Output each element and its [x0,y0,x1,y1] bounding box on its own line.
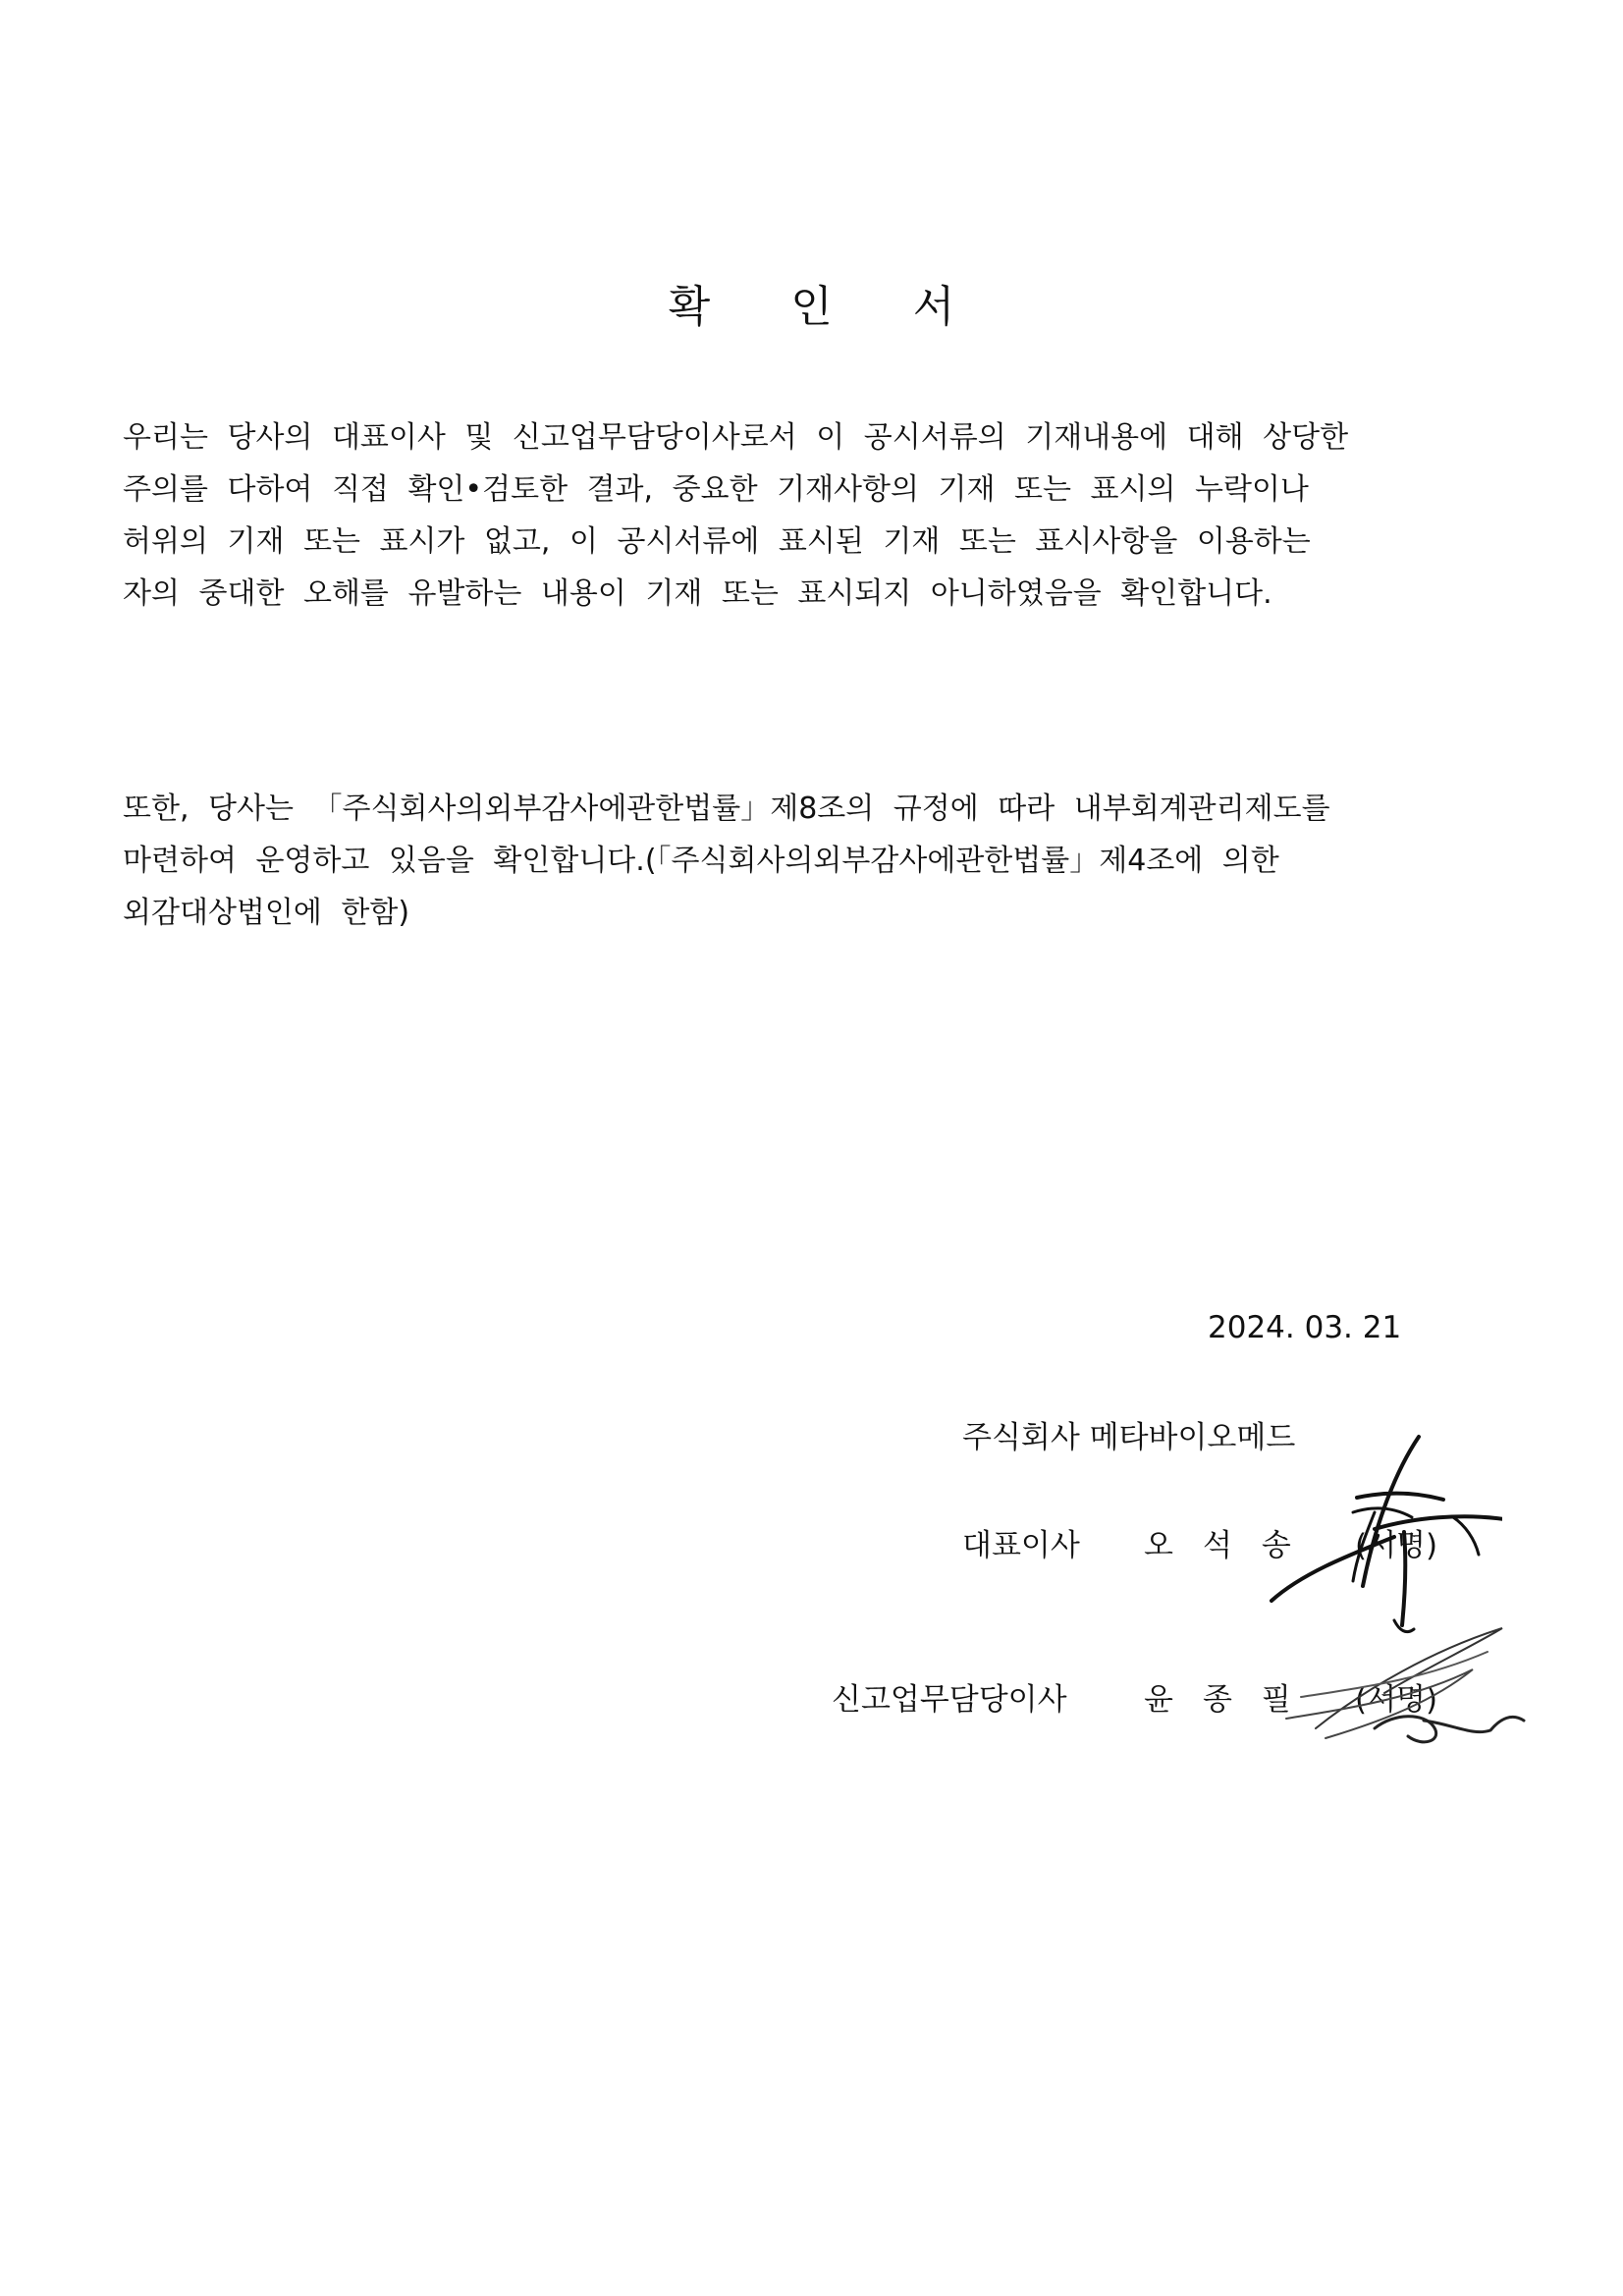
signer-name: 오석송 [1144,1528,1321,1563]
signer-role: 신고업무담당이사 [832,1682,1067,1718]
signer-role: 대표이사 [962,1528,1080,1563]
signer-row-disclosure-officer [0,1674,1623,1718]
internal-control-paragraph [123,783,1537,939]
document-date: 2024. 03. 21 [1208,1310,1402,1345]
signer-name: 윤종필 [1144,1682,1321,1718]
paragraph-line: 주의를 다하여 직접 확인•검토한 결과, 중요한 기재사항의 기재 또는 표시의 누락이나 [123,472,1309,507]
paragraph-line: 또한, 당사는 「주식회사의외부감사에관한법률」제8조의 규정에 따라 내부회계관리제도를 [123,792,1330,826]
signature-mark-label: (서명) [1355,1528,1438,1563]
paragraph-line: 우리는 당사의 대표이사 및 신고업무담당이사로서 이 공시서류의 기재내용에 대해 상당한 [123,420,1349,455]
signer-row-ceo [0,1520,1623,1563]
paragraph-line: 마련하여 운영하고 있음을 확인합니다.(「주식회사의외부감사에관한법률」제4조에 의한 [123,844,1279,878]
company-name: 주식회사 메타바이오메드 [962,1420,1296,1455]
paragraph-line: 허위의 기재 또는 표시가 없고, 이 공시서류에 표시된 기재 또는 표시사항을 이용하는 [123,524,1311,559]
signature-mark-label: (서명) [1355,1682,1438,1718]
document-title: 확 인 서 [668,282,989,332]
paragraph-line: 외감대상법인에 한함) [123,896,410,930]
paragraph-line: 자의 중대한 오해를 유발하는 내용이 기재 또는 표시되지 아니하였음을 확인합니다. [123,576,1272,611]
confirmation-paragraph [123,411,1537,620]
